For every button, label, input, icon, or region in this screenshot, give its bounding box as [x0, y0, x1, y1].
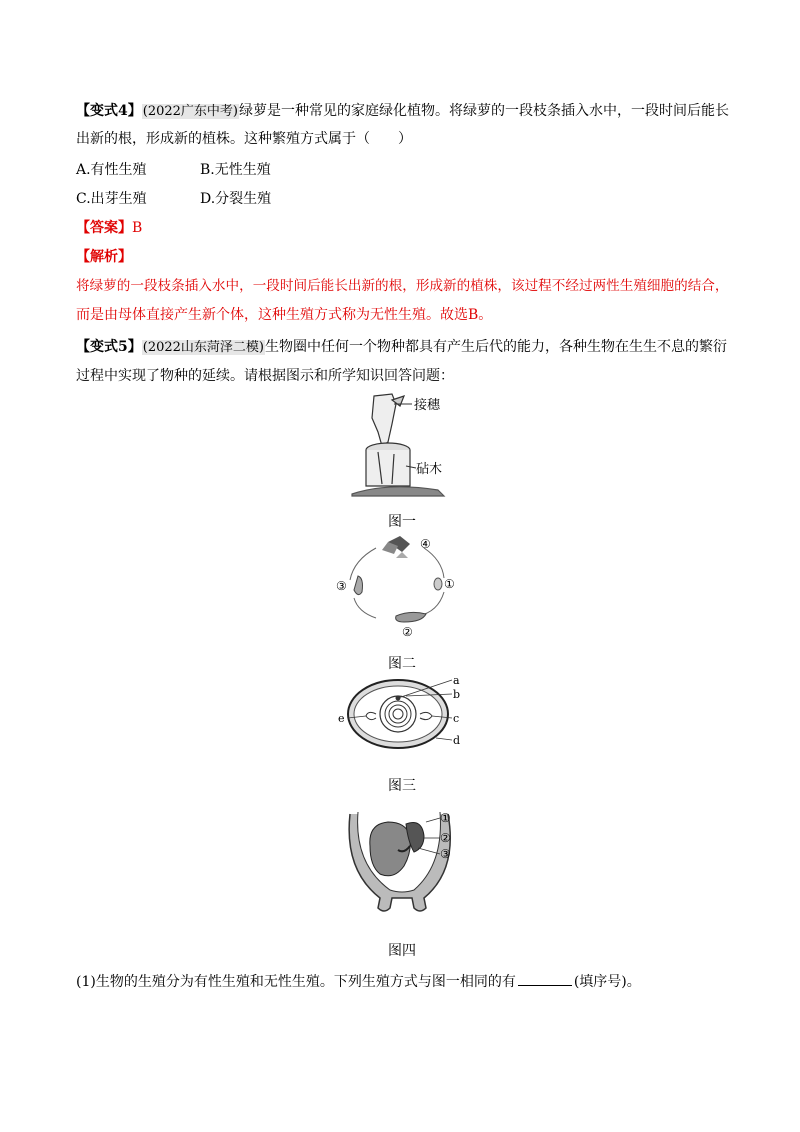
- fig3-label-a: a: [453, 674, 460, 687]
- figure-3-caption: 图三: [388, 778, 416, 794]
- q4-answer: [76, 218, 142, 238]
- q5-sub1-text: (1)生物的生殖分为有性生殖和无性生殖。下列生殖方式与图一相同的有: [76, 974, 516, 990]
- q4-analysis-line1: 将绿萝的一段枝条插入水中，一段时间后能长出新的根，形成新的植株，该过程不经过两性生殖细胞的结合，: [76, 278, 729, 294]
- q5-label: 【变式5】: [76, 339, 142, 355]
- q4-option-a: A.有性生殖: [76, 162, 147, 178]
- q4-answer-value: B: [132, 220, 143, 236]
- q5-sub1-suffix: (填序号)。: [573, 974, 641, 990]
- label-stock: 砧木: [416, 462, 443, 477]
- scion-shape: [372, 394, 396, 446]
- q5-source-tag: (2022山东菏泽二模): [142, 340, 264, 355]
- q5-subquestion-1: [76, 971, 641, 992]
- q4-stem-text1: 绿萝是一种常见的家庭绿化植物。将绿萝的一段枝条插入水中，一段时间后能长: [238, 103, 729, 119]
- q4-source-tag: (2022广东中考): [142, 104, 238, 119]
- q5-sub1-answer-blank[interactable]: [518, 971, 572, 986]
- q4-analysis-label: 【解析】: [76, 249, 132, 265]
- q4-option-d: D.分裂生殖: [200, 191, 272, 207]
- figure-3-egg: [336, 674, 464, 752]
- figure-4-fetus: [340, 800, 464, 918]
- fig2-label-4: ④: [420, 537, 431, 551]
- q5-stem-text1: 生物圈中任何一个物种都具有产生后代的能力，各种生物在生生不息的繁衍: [264, 339, 727, 355]
- q4-option-b: B.无性生殖: [200, 162, 271, 178]
- butterfly-adult: [382, 536, 410, 558]
- q4-answer-label: 【答案】: [76, 220, 132, 236]
- fig4-label-3: ③: [440, 847, 451, 861]
- pupa-stage: [354, 576, 363, 595]
- fig2-label-2: ②: [402, 625, 413, 639]
- fig2-label-3: ③: [336, 579, 347, 593]
- label-scion: 接穗: [414, 398, 441, 413]
- fig2-label-1: ①: [444, 577, 455, 591]
- q5-stem-line2: 过程中实现了物种的延续。请根据图示和所学知识回答问题：: [76, 368, 454, 384]
- q5-stem-line1: [76, 337, 727, 358]
- figure-1-grafting: [348, 390, 458, 500]
- q4-label: 【变式4】: [76, 103, 142, 119]
- q4-stem-line1: [76, 101, 729, 122]
- fig3-label-e: e: [338, 712, 345, 725]
- fig3-label-d: d: [453, 734, 461, 747]
- figure-2-caption: 图二: [388, 656, 416, 672]
- q4-option-c: C.出芽生殖: [76, 191, 147, 207]
- egg-stage: [434, 578, 442, 590]
- fig4-label-1: ①: [440, 811, 451, 825]
- fig3-label-b: b: [453, 688, 461, 701]
- larva-stage: [396, 612, 426, 622]
- stock-trunk: [366, 450, 410, 486]
- figure-4-caption: 图四: [388, 943, 416, 959]
- ground: [352, 487, 444, 496]
- fig4-label-2: ②: [440, 831, 451, 845]
- figure-2-lifecycle: [334, 532, 464, 642]
- fig3-label-c: c: [453, 712, 460, 725]
- q4-stem-line2: 出新的根，形成新的植株。这种繁殖方式属于（ ）: [76, 131, 412, 147]
- q4-analysis-line2: 而是由母体直接产生新个体，这种生殖方式称为无性生殖。故选B。: [76, 307, 493, 323]
- figure-1-caption: 图一: [388, 514, 416, 530]
